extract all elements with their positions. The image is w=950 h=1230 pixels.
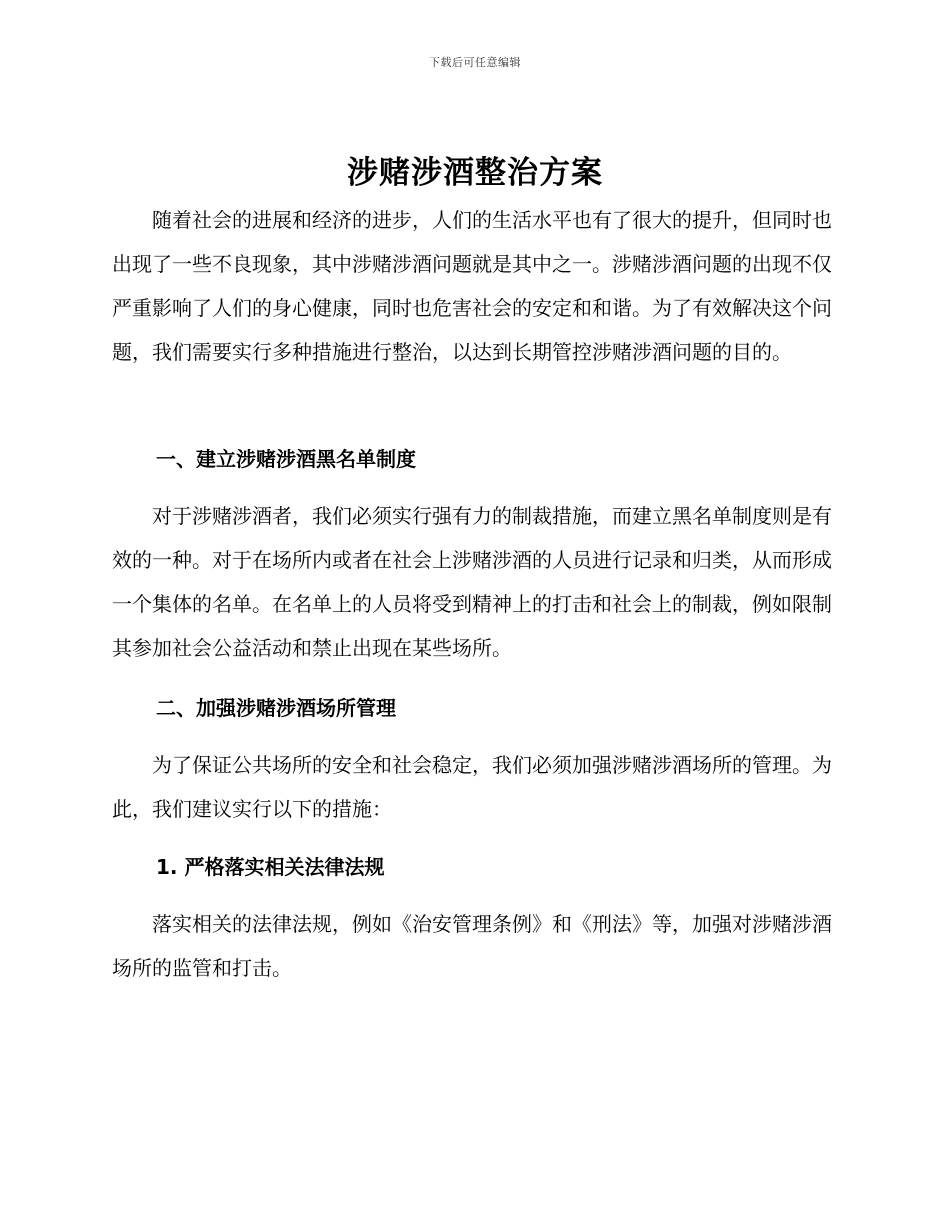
subsection-1-paragraph: 落实相关的法律法规，例如《治安管理条例》和《刑法》等，加强对涉赌涉酒场所的监管和打击。 (112, 912, 832, 980)
document-title: 涉赌涉酒整治方案 (347, 155, 603, 191)
intro-paragraph: 随着社会的进展和经济的进步，人们的生活水平也有了很大的提升，但同时也出现了一些不良现象，其中涉赌涉酒问题就是其中之一。涉赌涉酒问题的出现不仅严重影响了人们的身心健康，同时也危害社会的安定和和谐。为了有效解决这个问题，我们需要实行多种措施进行整治，以达到长期管控涉赌涉酒问题的目的。 (112, 208, 832, 364)
subsection-1-heading: 1. 严格落实相关法律法规 (156, 855, 385, 879)
section-1-heading: 一、建立涉赌涉酒黑名单制度 (156, 447, 416, 471)
section-2-paragraph: 为了保证公共场所的安全和社会稳定，我们必须加强涉赌涉酒场所的管理。为此，我们建议实行以下的措施： (112, 753, 832, 821)
section-2-heading: 二、加强涉赌涉酒场所管理 (156, 696, 396, 720)
header-note: 下载后可任意编辑 (429, 56, 521, 69)
section-1-paragraph: 对于涉赌涉酒者，我们必须实行强有力的制裁措施，而建立黑名单制度则是有效的一种。对于在场所内或者在社会上涉赌涉酒的人员进行记录和归类，从而形成一个集体的名单。在名单上的人员将受到精神上的打击和社会上的制裁，例如限制其参加社会公益活动和禁止出现在某些场所。 (112, 504, 832, 660)
